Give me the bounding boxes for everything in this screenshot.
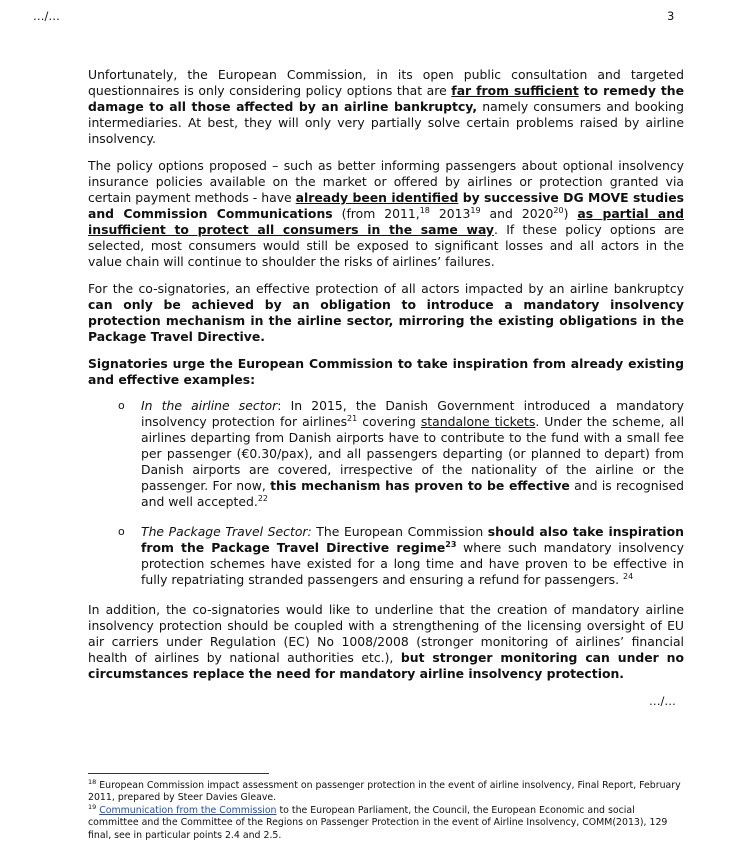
- item2-bold-inspiration: should also take inspiration from the Package Travel Directive regime: [141, 524, 685, 555]
- continued-marker: …/…: [649, 694, 676, 708]
- item1-text-4: and is recognised and well accepted.: [141, 478, 684, 509]
- p2-text-4: and 2020: [480, 206, 554, 221]
- footnote-ref-20[interactable]: 20: [553, 205, 564, 215]
- footnote-18-text: European Commission impact assessment on passenger protection in the event of airline insolvency, Final Report, February 2011, prepared by Steer Davies Gleave.: [88, 780, 681, 804]
- footnote-ref-18[interactable]: 18: [419, 205, 430, 215]
- footnote-19-number: 19: [88, 802, 97, 811]
- footnote-ref-21[interactable]: 21: [347, 413, 358, 423]
- footnote-19-link[interactable]: Communication from the Commission: [99, 804, 277, 816]
- footnotes: [88, 777, 684, 842]
- p4-text-1: In addition, the co-signatories would like to underline that the creation of mandatory airline insolvency protection should be coupled with a strengthening of the licensing oversight of EU air carriers under Regulation (EC) No 1008/2008 (stronger monitoring of airlines’ financial health of airlines by national authorities etc.),: [88, 602, 684, 665]
- footnote-ref-24[interactable]: 24: [623, 571, 634, 581]
- bullet-icon: o: [118, 525, 125, 538]
- paragraph-1: [88, 67, 684, 147]
- footnote-ref-22[interactable]: 22: [257, 493, 269, 503]
- p2-text-3: 2013: [429, 206, 471, 221]
- item1-underline-standalone: standalone tickets: [420, 414, 536, 429]
- p2-text-6: . If these policy options are selected, most consumers would still be exposed to significant losses and all actors in the value chain will continue to shoulder the risks of airlines’ failures.: [88, 222, 685, 269]
- item1-text-2: covering: [357, 414, 421, 429]
- p3-bold-obligation: can only be achieved by an obligation to introduce a mandatory insolvency protection mechanism in the airline sector, mirroring the existing obligations in the Package Travel Directive.: [88, 297, 684, 344]
- examples-list: [88, 398, 684, 588]
- urge-text: Signatories urge the European Commission to take inspiration from already existing and effective examples:: [88, 356, 684, 387]
- footnote-18-number: 18: [88, 777, 97, 786]
- urge-heading: [88, 356, 684, 388]
- footnote-separator: [88, 773, 269, 774]
- paragraph-3: [88, 281, 684, 345]
- footnote-19: [88, 802, 684, 842]
- item2-text-2: where such mandatory insolvency protection schemes have existed for a long time and have proven to be effective in fully repatriating stranded passengers and ensuring a refund for passengers.: [141, 540, 684, 587]
- p2-text-5: ): [563, 206, 578, 221]
- footnote-ref-19[interactable]: 19: [470, 205, 481, 215]
- p1-underline-far-from-sufficient: far from sufficient: [451, 83, 579, 98]
- p3-text-1: For the co-signatories, an effective protection of all actors impacted by an airline bankruptcy: [88, 281, 684, 296]
- p2-underline-partial-insufficient: as partial and insufficient to protect all consumers in the same way: [88, 206, 684, 237]
- p2-bold-studies: by successive DG MOVE studies and Commission Communications: [88, 190, 684, 221]
- p2-underline-already-identified: already been identified: [295, 190, 459, 205]
- p2-text-1: The policy options proposed – such as better informing passengers about optional insolvency insurance policies available on the market or offered by airlines or protection granted via certain payment methods - have: [88, 158, 684, 205]
- p1-text-1: Unfortunately, the European Commission, in its open public consultation and targeted questionnaires is only considering policy options that are: [88, 67, 684, 98]
- footnote-ref-23[interactable]: 23: [445, 539, 457, 549]
- item1-bold-effective: this mechanism has proven to be effective: [270, 478, 570, 493]
- main-body: [88, 67, 684, 693]
- item1-text-3: . Under the scheme, all airlines departing from Danish airports have to contribute to the fund with a small fee per passenger (€0.30/pax), and all passengers departing (or planned to depart) from Danish airports are covered, irrespective of the nationality of the airline or the passenger. For now,: [141, 414, 685, 493]
- p4-bold-monitoring: but stronger monitoring can under no circumstances replace the need for mandatory airline insolvency protection.: [88, 650, 685, 681]
- footnote-18: [88, 777, 684, 805]
- list-item-airline-sector: [88, 398, 684, 510]
- paragraph-4: [88, 602, 684, 682]
- bullet-icon: o: [118, 399, 125, 412]
- item1-text-1: : In 2015, the Danish Government introduced a mandatory insolvency protection for airlines: [141, 398, 684, 429]
- list-item-package-travel: [88, 524, 684, 588]
- header-continued-marker: …/…: [33, 9, 60, 23]
- paragraph-2: [88, 158, 684, 270]
- page-number: 3: [667, 9, 675, 23]
- p1-text-2: namely consumers and booking intermediaries. At best, they will only very partially solve certain problems raised by airline insolvency.: [88, 99, 684, 146]
- item2-text-1: The European Commission: [311, 524, 488, 539]
- footnote-19-text: to the European Parliament, the Council, the European Economic and social committee and the Committee of the Regions on Passenger Protection in the event of Airline Insolvency, COMM(2013), 129 final, see in particular points 2.4 and 2.5.: [88, 804, 668, 841]
- item2-italic-title: The Package Travel Sector:: [141, 524, 312, 539]
- p2-text-2: (from 2011,: [332, 206, 420, 221]
- item1-italic-title: In the airline sector: [141, 398, 278, 413]
- p1-bold-damage: to remedy the damage to all those affected by an airline bankruptcy,: [88, 83, 684, 114]
